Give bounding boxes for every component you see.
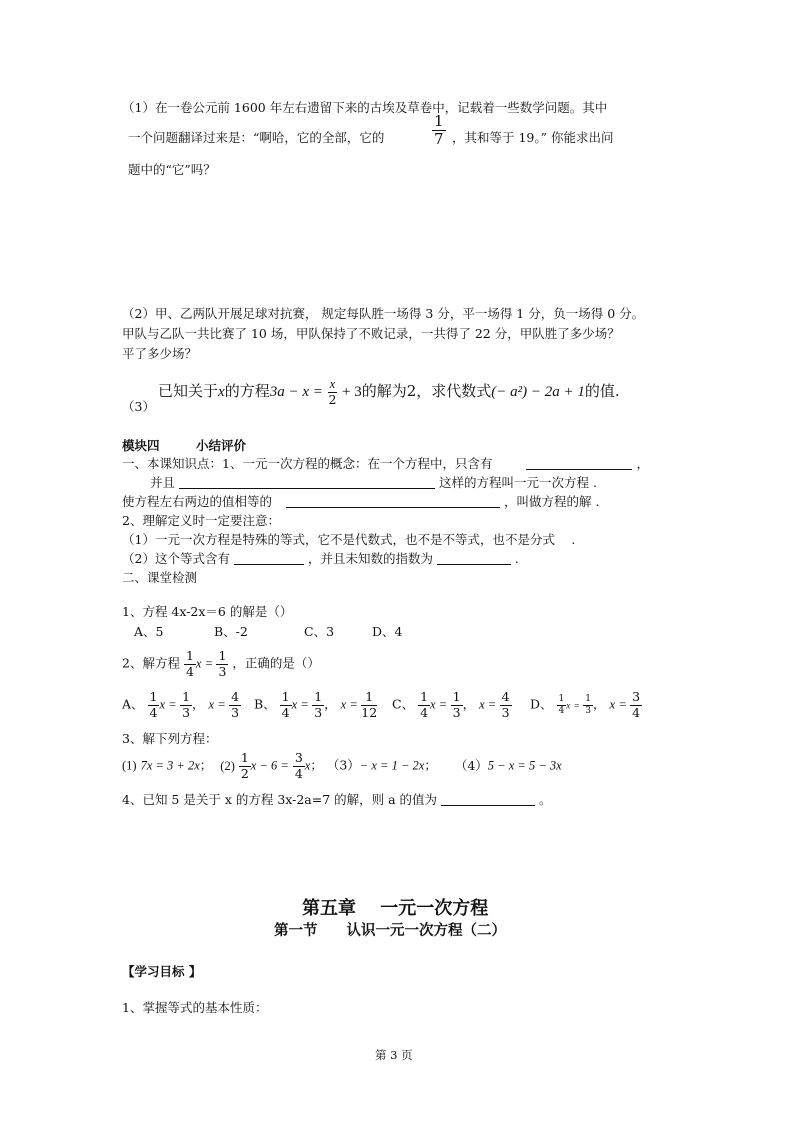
question-1-option-d: D、4: [372, 624, 403, 639]
fraction: $\frac{3}{4}$: [632, 689, 641, 720]
summary-line-5: （1）一元一次方程是特殊的等式，它不是代数式，也不是不等式，也不是分式 .: [122, 532, 576, 547]
fraction: $\frac{1}{4}$: [149, 689, 158, 720]
summary-line-6: （2）这个等式含有 ，并且未知数的指数为 .: [122, 551, 519, 566]
fraction-x-over-2: $\frac{x}{2}$: [328, 377, 337, 407]
goals-item-1: 1、掌握等式的基本性质：: [122, 1000, 268, 1015]
fraction: $\frac{4}{3}$: [501, 689, 510, 720]
fraction: $\frac{1}{12}$: [361, 689, 378, 720]
fraction: $\frac{1}{3}$: [585, 693, 592, 716]
problem-3-label: （3）: [122, 399, 155, 414]
chapter-title: 第五章 一元一次方程: [302, 898, 489, 919]
fraction: $\frac{1}{4}$: [420, 689, 429, 720]
problem-3-statement: 已知关于x的方程3a − x = $\frac{x}{2}$ + 3的解为2，求代数式(− a²) − 2a + 1的值.: [158, 377, 620, 407]
question-1-stem: 1、方程 4x-2x＝6 的解是（）: [122, 604, 293, 619]
problem-2-line-2: 甲队与乙队一共比赛了 10 场，甲队保持了不败记录，一共得了 22 分，甲队胜了多少场？: [122, 326, 620, 341]
question-3-stem: 3、解下列方程：: [122, 731, 218, 746]
question-1-option-c: C、3: [304, 624, 335, 639]
fraction: $\frac{1}{4}$: [185, 648, 194, 679]
summary-line-2: 并且 这样的方程叫一元一次方程 .: [150, 475, 597, 490]
summary-line-3: 使方程左右两边的值相等的 ，叫做方程的解 .: [122, 494, 600, 509]
question-2-option-a: A、 $\frac{1}{4}$ x = $\frac{1}{3}$ ， x = $\frac{4}{3}$: [122, 689, 240, 720]
question-2-option-d: D、 $\frac{1}{4}$ x = $\frac{1}{3}$ ， x = $\frac{3}{4}$: [530, 689, 641, 720]
fraction: $\frac{1}{3}$: [182, 689, 191, 720]
module-4-subtitle: 小结评价: [196, 438, 247, 453]
question-2-option-c: C、 $\frac{1}{4}$ x = $\frac{1}{3}$ ， x = $\frac{4}{3}$: [392, 689, 510, 720]
fraction: $\frac{3}{4}$: [294, 750, 303, 781]
fill-blank[interactable]: [179, 475, 435, 489]
problem-1-line-2a: 一个问题翻译过来是：“啊哈，它的全部，它的: [128, 130, 385, 145]
goals-heading: 【学习目标 】: [122, 964, 202, 979]
fraction: $\frac{1}{4}$: [558, 693, 565, 716]
fraction: $\frac{1}{2}$: [240, 750, 249, 781]
problem-1-line-1: （1）在一卷公元前 1600 年左右遗留下来的古埃及草卷中，记载着一些数学问题。其中: [122, 100, 608, 115]
fraction: $\frac{1}{3}$: [218, 648, 227, 679]
summary-line-1: 一、本课知识点：1、一元一次方程的概念：在一个方程中，只含有 ，: [122, 456, 649, 471]
question-2-stem: 2、解方程 $\frac{1}{4}$ x = $\frac{1}{3}$ ，正确的是（）: [122, 648, 320, 679]
module-4-title: 模块四: [122, 438, 160, 453]
question-1-option-b: B、-2: [214, 624, 248, 639]
question-4: 4、已知 5 是关于 x 的方程 3x-2a=7 的解，则 a 的值为 。: [122, 792, 552, 807]
fill-blank[interactable]: [234, 551, 304, 565]
section-title: 第一节 认识一元一次方程（二）: [274, 923, 506, 939]
problem-1-line-2b: ，其和等于 19。” 你能求出问: [452, 130, 614, 145]
problem-1-fraction: [432, 114, 446, 147]
fraction: $\frac{1}{3}$: [452, 689, 461, 720]
question-3-equations: (1) 7x = 3 + 2x； (2) $\frac{1}{2}$ x − 6 = $\frac{3}{4}$ x； （3）− x = 1 − 2x； （4）5 − x = 5 − 3x: [122, 750, 562, 781]
summary-line-7: 二、课堂检测: [122, 570, 198, 585]
fill-blank[interactable]: [441, 792, 535, 806]
summary-line-4: 2、理解定义时一定要注意：: [122, 513, 280, 528]
fill-blank[interactable]: [437, 551, 511, 565]
page-number: 第 3 页: [375, 1048, 413, 1062]
fill-blank[interactable]: [526, 456, 632, 470]
fraction: $\frac{4}{3}$: [231, 689, 240, 720]
problem-2-line-1: （2）甲、乙两队开展足球对抗赛， 规定每队胜一场得 3 分，平一场得 1 分，负一场得 0 分。: [122, 306, 645, 321]
problem-2-line-3: 平了多少场？: [122, 346, 198, 361]
question-2-option-b: B、 $\frac{1}{4}$ x = $\frac{1}{3}$ ， x = $\frac{1}{12}$: [254, 689, 378, 720]
problem-1-line-3: 题中的“它”吗？: [128, 162, 216, 177]
fraction-one-seventh: $\frac{1}{7}$: [434, 112, 444, 148]
fill-blank[interactable]: [286, 494, 500, 508]
fraction: $\frac{1}{3}$: [314, 689, 323, 720]
fraction: $\frac{1}{4}$: [281, 689, 290, 720]
question-1-option-a: A、5: [134, 624, 164, 639]
